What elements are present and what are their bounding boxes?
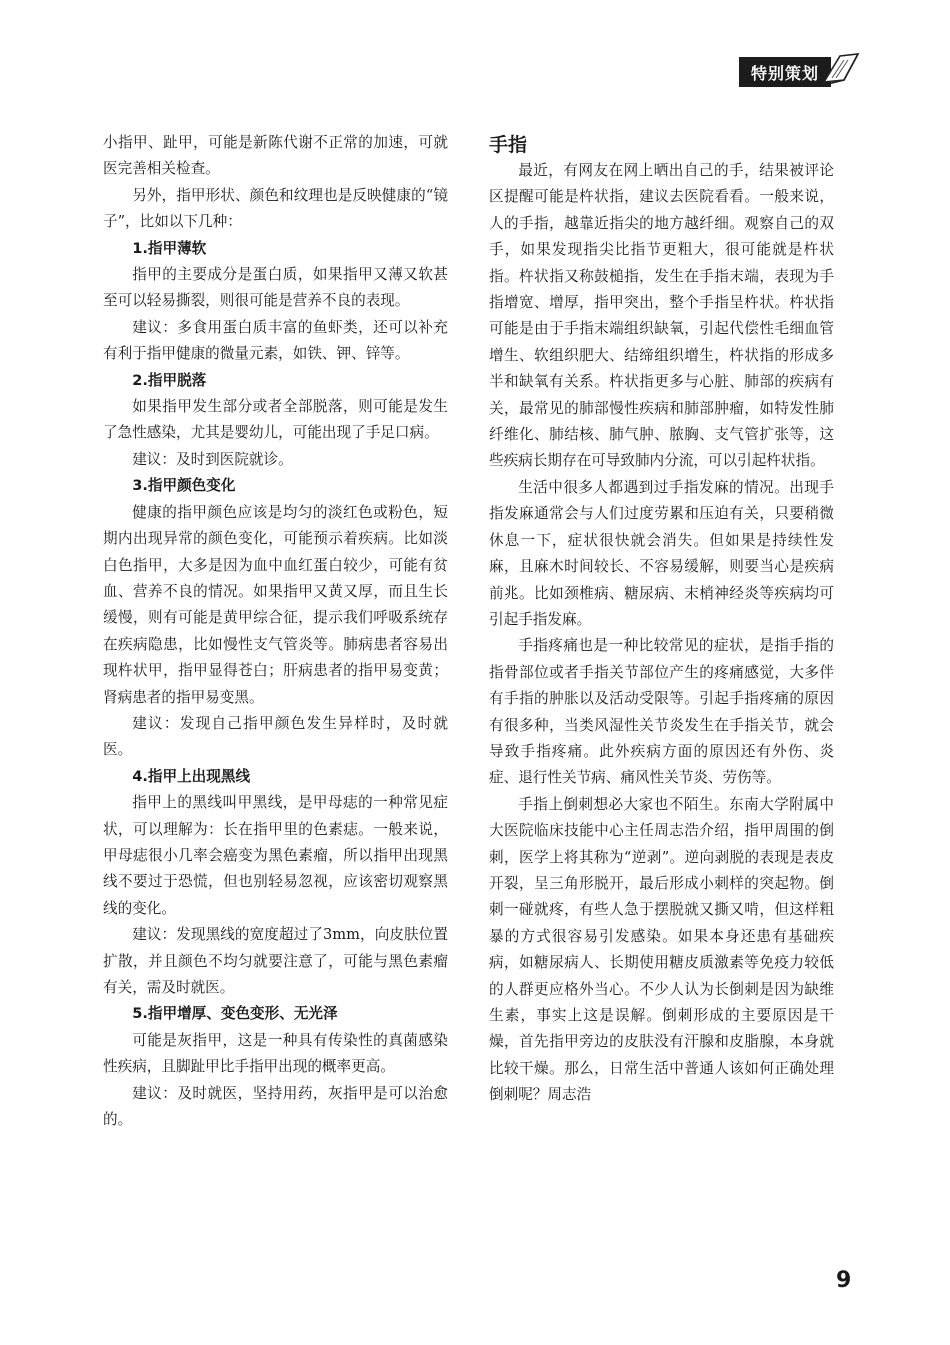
- paragraph: 指甲的主要成分是蛋白质，如果指甲又薄又软甚至可以轻易撕裂，则很可能是营养不良的表现。: [103, 266, 448, 310]
- paragraph: 建议：发现自己指甲颜色发生异样时，及时就医。: [103, 714, 448, 759]
- paragraph: 如果指甲发生部分或者全部脱落，则可能是发生了急性感染，尤其是婴幼儿，可能出现了手足口病。: [103, 398, 448, 442]
- paragraph: 可能是灰指甲，这是一种具有传染性的真菌感染性疾病，且脚趾甲比手指甲出现的概率更高。: [103, 1031, 448, 1076]
- left-column: [103, 130, 448, 1133]
- paragraph: 最近，有网友在网上晒出自己的手，结果被评论区提醒可能是杵状指，建议去医院看看。一般来说，人的手指，越靠近指尖的地方越纤细。观察自己的双手，如果发现指尖比指节更粗大，很可能就是杵状指。杵状指又称鼓槌指，发生在手指末端，表现为手指增宽、增厚，指甲突出，整个手指呈杵状。杵状指可能是由于手指末端组织缺氧，引起代偿性毛细血管增生、软组织肥大、结缔组织增生，杵状指的形成多半和缺氧有关系。杵状指更多与心脏、肺部的疾病有关，最常见的肺部慢性疾病和肺部肿瘤，如特发性肺纤维化、肺结核、肺气肿、脓胸、支气管扩张等，这些疾病长期存在可导致肺内分流，可以引起杵状指。: [489, 162, 834, 470]
- book-icon: [820, 48, 862, 90]
- subheading: 1.指甲薄软: [132, 239, 207, 257]
- subheading: 2.指甲脱落: [132, 371, 207, 389]
- paragraph: 建议：及时就医，坚持用药，灰指甲是可以治愈的。: [103, 1084, 448, 1129]
- section-title: 手指: [489, 134, 528, 156]
- page-number: 9: [836, 1268, 852, 1293]
- subheading: 3.指甲颜色变化: [132, 477, 236, 495]
- paragraph: 建议：发现黑线的宽度超过了3mm，向皮肤位置扩散，并且颜色不均匀就要注意了，可能与黑色素瘤有关，需及时就医。: [103, 926, 448, 996]
- paragraph: 生活中很多人都遇到过手指发麻的情况。出现手指发麻通常会与人们过度劳累和压迫有关，只要稍微休息一下，症状很快就会消失。但如果是持续性发麻，且麻木时间较长、不容易缓解，则要当心是疾病前兆。比如颈椎病、糖尿病、末梢神经炎等疾病均可引起手指发麻。: [489, 478, 834, 628]
- paragraph: 指甲上的黑线叫甲黑线，是甲母痣的一种常见症状，可以理解为：长在指甲里的色素痣。一般来说，甲母痣很小几率会癌变为黑色素瘤，所以指甲出现黑线不要过于恐慌，但也别轻易忽视，应该密切观察黑线的变化。: [103, 794, 448, 917]
- paragraph: 建议：及时到医院就诊。: [132, 450, 293, 468]
- subheading: 4.指甲上出现黑线: [132, 767, 251, 785]
- paragraph: 手指上倒刺想必大家也不陌生。东南大学附属中大医院临床技能中心主任周志浩介绍，指甲周围的倒刺，医学上将其称为“逆剥”。逆向剥脱的表现是表皮开裂，呈三角形脱开，最后形成小刺样的突起物。倒刺一碰就疼，有些人急于摆脱就又撕又啃，但这样粗暴的方式很容易引发感染。如果本身还患有基础疾病，如糖尿病人、长期使用糖皮质激素等免疫力较低的人群更应格外当心。不少人认为长倒刺是因为缺维生素，事实上这是误解。倒刺形成的主要原因是干燥，首先指甲旁边的皮肤没有汗腺和皮脂腺，本身就比较干燥。那么，日常生活中普通人该如何正确处理倒刺呢？周志浩: [489, 795, 834, 1104]
- paragraph: 另外，指甲形状、颜色和纹理也是反映健康的“镜子”，比如以下几种：: [103, 186, 448, 231]
- paragraph: 手指疼痛也是一种比较常见的症状，是指手指的指骨部位或者手指关节部位产生的疼痛感觉，大多伴有手指的肿胀以及活动受限等。引起手指疼痛的原因有很多种，当类风湿性关节炎发生在手指关节，就会导致手指疼痛。此外疾病方面的原因还有外伤、炎症、退行性关节病、痛风性关节炎、劳伤等。: [489, 637, 834, 787]
- right-column: [489, 132, 834, 1109]
- paragraph: 建议：多食用蛋白质丰富的鱼虾类，还可以补充有利于指甲健康的微量元素，如铁、钾、锌等。: [103, 318, 448, 363]
- paragraph: 健康的指甲颜色应该是均匀的淡红色或粉色，短期内出现异常的颜色变化，可能预示着疾病。比如淡白色指甲，大多是因为血中血红蛋白较少，可能有贫血、营养不良的情况。如果指甲又黄又厚，而且生长缓慢，则有可能是黄甲综合征，提示我们呼吸系统存在疾病隐患，比如慢性支气管炎等。肺病患者容易出现杵状甲，指甲显得苍白；肝病患者的指甲易变黄；肾病患者的指甲易变黑。: [103, 503, 448, 706]
- subheading: 5.指甲增厚、变色变形、无光泽: [132, 1005, 338, 1023]
- paragraph: 小指甲、趾甲，可能是新陈代谢不正常的加速，可就医完善相关检查。: [103, 134, 448, 178]
- section-tab: 特别策划: [739, 57, 831, 87]
